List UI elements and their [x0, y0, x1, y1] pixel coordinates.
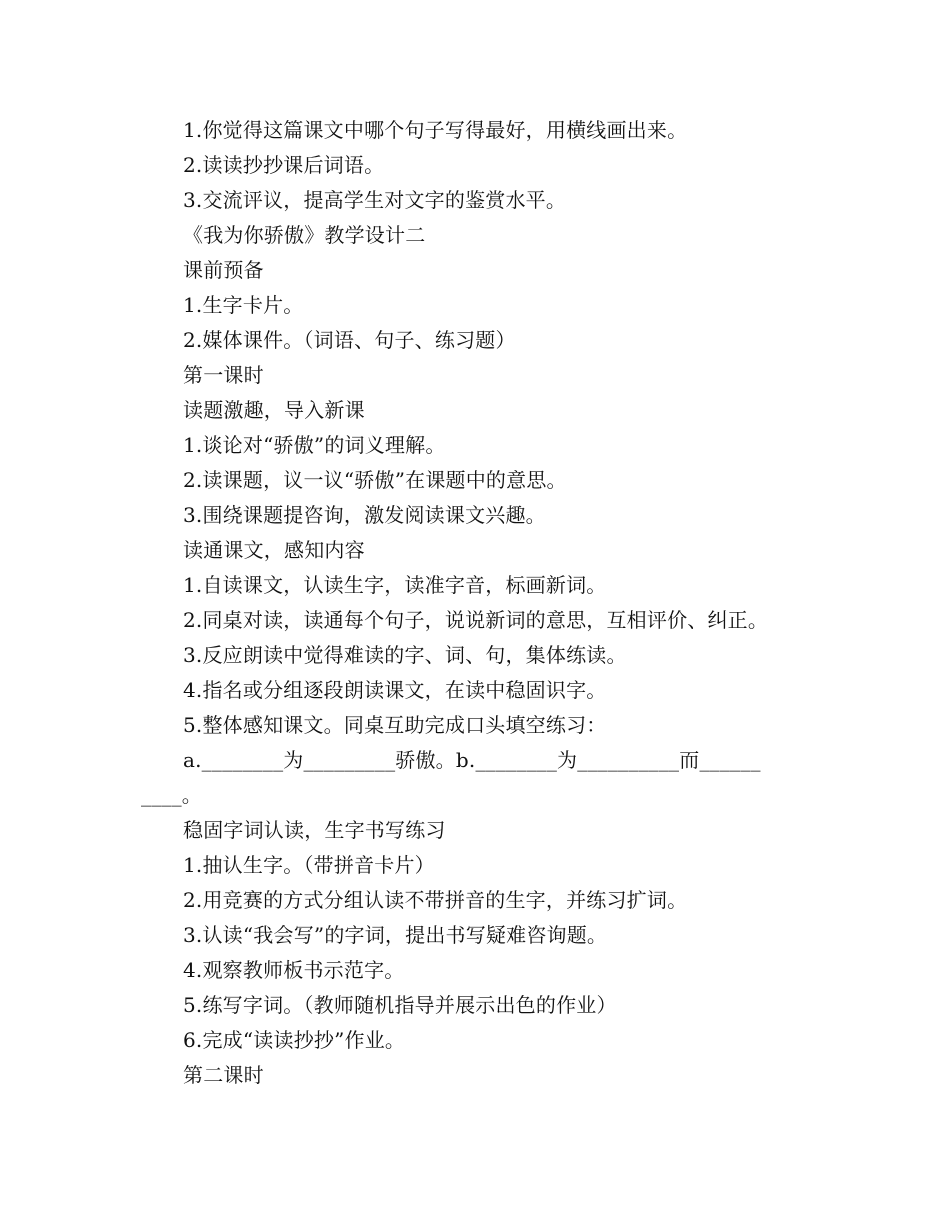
list-item: 3.围绕课题提咨询，激发阅读课文兴趣。: [183, 503, 546, 527]
document-body: [141, 113, 821, 1093]
list-item: 1.生字卡片。: [183, 293, 304, 317]
list-item: 3.交流评议，提高学生对文字的鉴赏水平。: [183, 188, 567, 212]
section-heading: 读题激趣，导入新课: [183, 398, 365, 422]
section-heading: 课前预备: [183, 258, 264, 282]
section-heading: 《我为你骄傲》教学设计二: [183, 223, 426, 247]
list-item: 3.认读“我会写”的字词，提出书写疑难咨询题。: [183, 923, 608, 947]
list-item: 4.指名或分组逐段朗读课文，在读中稳固识字。: [183, 678, 607, 702]
list-item: 1.谈论对“骄傲”的词义理解。: [183, 433, 446, 457]
list-item: 2.读课题，议一议“骄傲”在课题中的意思。: [183, 468, 567, 492]
list-item: 2.用竞赛的方式分组认读不带拼音的生字，并练习扩词。: [183, 888, 688, 912]
list-item: 5.练写字词。（教师随机指导并展示出色的作业）: [183, 993, 617, 1017]
list-item: 1.你觉得这篇课文中哪个句子写得最好，用横线画出来。: [183, 118, 688, 142]
section-heading: 第二课时: [183, 1063, 264, 1087]
section-heading: 读通课文，感知内容: [183, 538, 365, 562]
list-item: 2.同桌对读，读通每个句子，说说新词的意思，互相评价、纠正。: [183, 608, 769, 632]
list-item: 4.观察教师板书示范字。: [183, 958, 405, 982]
list-item: 1.抽认生字。（带拼音卡片）: [183, 853, 435, 877]
continuation-line: ____。: [141, 783, 202, 807]
list-item: a.________为_________骄傲。b.________为__________而______: [183, 748, 761, 772]
list-item: 2.读读抄抄课后词语。: [183, 153, 385, 177]
section-heading: 第一课时: [183, 363, 264, 387]
section-heading: 稳固字词认读，生字书写练习: [183, 818, 446, 842]
list-item: 3.反应朗读中觉得难读的字、词、句，集体练读。: [183, 643, 627, 667]
list-item: 1.自读课文，认读生字，读准字音，标画新词。: [183, 573, 607, 597]
list-item: 5.整体感知课文。同桌互助完成口头填空练习：: [183, 713, 607, 737]
list-item: 2.媒体课件。（词语、句子、练习题）: [183, 328, 516, 352]
list-item: 6.完成“读读抄抄”作业。: [183, 1028, 406, 1052]
